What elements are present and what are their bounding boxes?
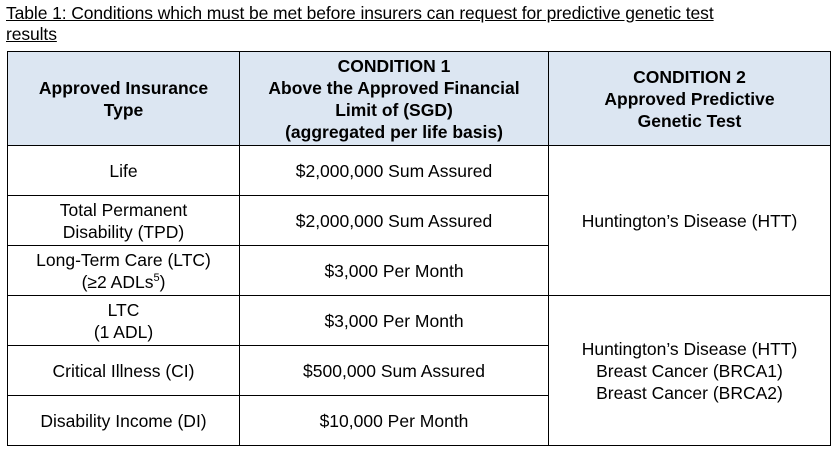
header-condition-1: [240, 52, 549, 146]
header-condition-2: [549, 52, 831, 146]
insurance-type-cell: [8, 396, 240, 446]
header-text: Approved Insurance: [38, 77, 209, 98]
insurance-type-cell: [8, 146, 240, 196]
header-text: Genetic Test: [637, 110, 742, 131]
cell-text: Critical Illness (CI): [52, 360, 195, 381]
cell-text: Total Permanent: [59, 199, 188, 220]
genetic-test-cell: [549, 296, 831, 446]
header-text: (aggregated per life basis): [285, 121, 503, 142]
header-text: Limit of (SGD): [335, 99, 453, 120]
cell-text: Huntington’s Disease (HTT): [581, 210, 798, 231]
cell-text: Breast Cancer (BRCA1): [596, 360, 783, 381]
financial-limit-cell: $3,000 Per Month: [240, 246, 549, 296]
financial-limit-cell: $2,000,000 Sum Assured: [240, 146, 549, 196]
table-row: [8, 146, 831, 196]
cell-text: Breast Cancer (BRCA2): [596, 382, 783, 403]
insurance-type-cell: [8, 296, 240, 346]
cell-text: (1 ADL): [93, 321, 154, 342]
header-text: Above the Approved Financial: [268, 77, 520, 98]
header-text: Approved Predictive: [604, 88, 775, 109]
header-text: Type: [103, 99, 144, 120]
cell-text-part: (≥2 ADLs: [81, 271, 154, 292]
cell-text: Disability (TPD): [62, 221, 185, 242]
financial-limit-cell: $2,000,000 Sum Assured: [240, 196, 549, 246]
insurance-type-cell: [8, 246, 240, 296]
financial-limit-cell: $3,000 Per Month: [240, 296, 549, 346]
table-caption: [6, 3, 832, 45]
header-text: CONDITION 2: [633, 66, 746, 87]
cell-text: Huntington’s Disease (HTT): [581, 338, 798, 359]
caption-line-1: Table 1: Conditions which must be met before insurers can request for predictive genetic test: [6, 3, 714, 23]
insurance-type-cell: [8, 196, 240, 246]
financial-limit-cell: $10,000 Per Month: [240, 396, 549, 446]
cell-text: Disability Income (DI): [40, 410, 207, 431]
cell-text: [12, 271, 235, 293]
genetic-test-cell: [549, 146, 831, 296]
table-row: [8, 296, 831, 346]
cell-text: LTC: [107, 299, 140, 320]
header-text: CONDITION 1: [337, 55, 451, 76]
header-insurance-type: [8, 52, 240, 146]
footnote-marker: 5: [153, 271, 160, 284]
caption-line-2: results: [6, 24, 57, 44]
cell-text: Life: [109, 160, 138, 181]
cell-text-part: ): [159, 271, 166, 292]
table-header-row: [8, 52, 831, 146]
insurance-type-cell: [8, 346, 240, 396]
cell-text: Long-Term Care (LTC): [36, 249, 211, 270]
conditions-table: [7, 51, 831, 446]
financial-limit-cell: $500,000 Sum Assured: [240, 346, 549, 396]
